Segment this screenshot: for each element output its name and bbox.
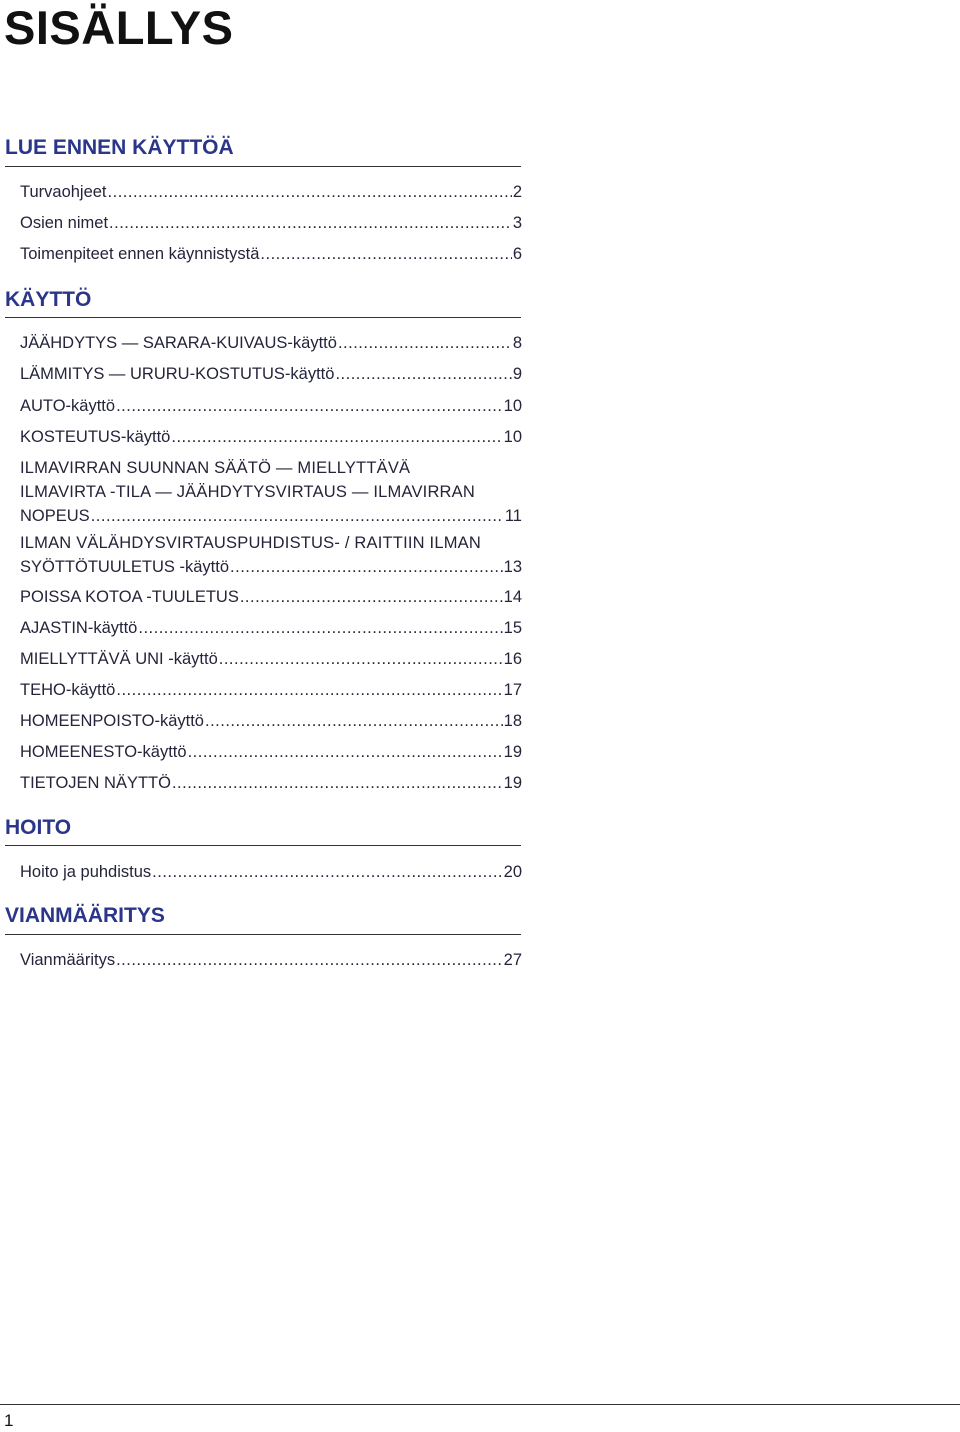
toc-entry[interactable] bbox=[20, 531, 522, 579]
toc-entry-title: LÄMMITYS — URURU-KOSTUTUS-käyttö bbox=[20, 365, 335, 383]
toc-entry[interactable] bbox=[20, 331, 522, 355]
toc-entry[interactable] bbox=[20, 616, 522, 640]
dot-leader bbox=[230, 555, 503, 579]
toc-entry-title: Vianmääritys bbox=[20, 951, 116, 969]
dot-leader bbox=[338, 331, 512, 355]
section-heading-vianmaaritys: VIANMÄÄRITYS bbox=[5, 904, 165, 927]
toc-entry-title: AJASTIN-käyttö bbox=[20, 619, 138, 637]
section-heading-lue-ennen-kayttoa: LUE ENNEN KÄYTTÖÄ bbox=[5, 136, 234, 159]
toc-entry-page: 10 bbox=[503, 428, 522, 446]
toc-entry-title: AUTO-käyttö bbox=[20, 397, 116, 415]
dot-leader bbox=[219, 647, 503, 671]
toc-entry-title: NOPEUS bbox=[20, 507, 90, 525]
toc-entry-title: KOSTEUTUS-käyttö bbox=[20, 428, 171, 446]
toc-entry-page: 6 bbox=[512, 245, 522, 263]
toc-entry-page: 3 bbox=[512, 214, 522, 232]
toc-entry[interactable] bbox=[20, 647, 522, 671]
dot-leader bbox=[172, 771, 503, 795]
toc-entry-page: 20 bbox=[503, 863, 522, 881]
dot-leader bbox=[240, 585, 503, 609]
toc-entry-page: 14 bbox=[503, 588, 522, 606]
section-divider bbox=[5, 317, 521, 318]
dot-leader bbox=[138, 616, 502, 640]
toc-entry-page: 19 bbox=[503, 743, 522, 761]
toc-entry[interactable] bbox=[20, 585, 522, 609]
dot-leader bbox=[116, 948, 503, 972]
page-number: 1 bbox=[4, 1411, 14, 1430]
toc-entry[interactable] bbox=[20, 771, 522, 795]
dot-leader bbox=[188, 740, 503, 764]
toc-entry-title: JÄÄHDYTYS — SARARA-KUIVAUS-käyttö bbox=[20, 334, 337, 352]
page-title: SISÄLLYS bbox=[4, 1, 234, 54]
toc-entry-title: HOMEENESTO-käyttö bbox=[20, 743, 187, 761]
toc-entry-title: Turvaohjeet bbox=[20, 183, 107, 201]
toc-entry-page: 15 bbox=[503, 619, 522, 637]
toc-entry[interactable] bbox=[20, 860, 522, 884]
dot-leader bbox=[205, 709, 503, 733]
toc-entry-page: 27 bbox=[503, 951, 522, 969]
dot-leader bbox=[260, 242, 511, 266]
toc-entry[interactable] bbox=[20, 948, 522, 972]
toc-entry[interactable] bbox=[20, 425, 522, 449]
toc-entry-page: 17 bbox=[503, 681, 522, 699]
toc-entry-page: 10 bbox=[503, 397, 522, 415]
toc-entry-title: SYÖTTÖTUULETUS -käyttö bbox=[20, 558, 230, 576]
toc-entry-page: 13 bbox=[503, 558, 522, 576]
toc-entry-page: 11 bbox=[504, 507, 522, 525]
toc-entry-title: TEHO-käyttö bbox=[20, 681, 116, 699]
toc-entry-title: Hoito ja puhdistus bbox=[20, 863, 152, 881]
toc-entry-page: 18 bbox=[503, 712, 522, 730]
dot-leader bbox=[171, 425, 502, 449]
toc-entry-title: Osien nimet bbox=[20, 214, 109, 232]
toc-entry-title: MIELLYTTÄVÄ UNI -käyttö bbox=[20, 650, 218, 668]
toc-entry[interactable] bbox=[20, 709, 522, 733]
dot-leader bbox=[335, 362, 511, 386]
toc-entry[interactable] bbox=[20, 211, 522, 235]
toc-entry-title-line: ILMAVIRRAN SUUNNAN SÄÄTÖ — MIELLYTTÄVÄ bbox=[20, 459, 411, 477]
toc-entry[interactable] bbox=[20, 180, 522, 204]
toc-entry-title-line: ILMAVIRTA -TILA — JÄÄHDYTYSVIRTAUS — ILMAVIRRAN bbox=[20, 483, 475, 501]
toc-entry[interactable] bbox=[20, 456, 522, 528]
toc-entry[interactable] bbox=[20, 678, 522, 702]
toc-entry-page: 19 bbox=[503, 774, 522, 792]
section-divider bbox=[5, 934, 521, 935]
toc-entry-title: POISSA KOTOA -TUULETUS bbox=[20, 588, 239, 606]
toc-entry-page: 8 bbox=[512, 334, 522, 352]
dot-leader bbox=[116, 394, 503, 418]
dot-leader bbox=[91, 504, 504, 528]
dot-leader bbox=[108, 180, 512, 204]
section-heading-hoito: HOITO bbox=[5, 816, 72, 839]
toc-entry[interactable] bbox=[20, 394, 522, 418]
toc-entry-title-line: ILMAN VÄLÄHDYSVIRTAUSPUHDISTUS- / RAITTIIN ILMAN bbox=[20, 534, 481, 552]
section-heading-kaytto: KÄYTTÖ bbox=[5, 288, 92, 311]
dot-leader bbox=[109, 211, 512, 235]
toc-entry-page: 2 bbox=[512, 183, 522, 201]
toc-entry-title: TIETOJEN NÄYTTÖ bbox=[20, 774, 171, 792]
toc-entry[interactable] bbox=[20, 740, 522, 764]
toc-entry-title: Toimenpiteet ennen käynnistystä bbox=[20, 245, 260, 263]
section-divider bbox=[5, 845, 521, 846]
toc-entry[interactable] bbox=[20, 242, 522, 266]
toc-entry-page: 9 bbox=[512, 365, 522, 383]
toc-entry[interactable] bbox=[20, 362, 522, 386]
dot-leader bbox=[152, 860, 502, 884]
toc-entry-title: HOMEENPOISTO-käyttö bbox=[20, 712, 204, 730]
dot-leader bbox=[116, 678, 502, 702]
footer-divider bbox=[0, 1404, 960, 1405]
section-divider bbox=[5, 166, 521, 167]
toc-entry-page: 16 bbox=[503, 650, 522, 668]
